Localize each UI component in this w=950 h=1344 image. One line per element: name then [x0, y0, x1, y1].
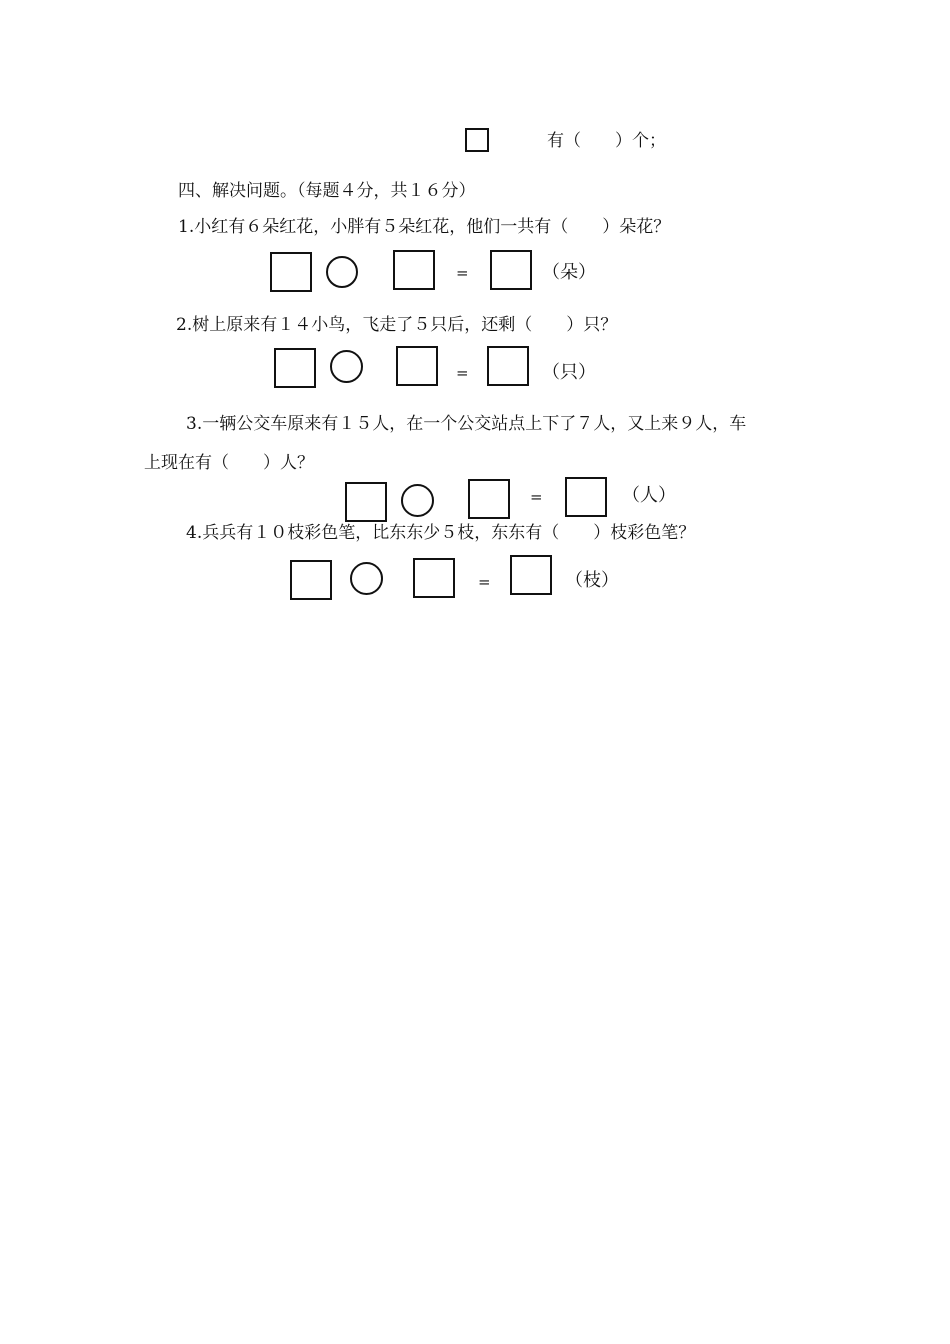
- problem-3-text-line-2: 上现在有（ ）人？: [144, 453, 314, 473]
- problem-3-text-line-1: 3.一辆公交车原来有１５人，在一个公交站点上下了７人，又上来９人，车: [186, 414, 747, 434]
- problem-1-equals-sign: =: [456, 264, 469, 282]
- problem-2-text: 2.树上原来有１４小鸟，飞走了５只后，还剩（ ）只？: [176, 315, 618, 335]
- top-line-text: 有（ ）个；: [547, 131, 666, 151]
- problem-1-operator-circle[interactable]: [326, 256, 358, 288]
- problem-1-result-box[interactable]: [490, 250, 532, 290]
- problem-2-unit: （只）: [542, 362, 596, 383]
- problem-2-result-box[interactable]: [487, 346, 529, 386]
- problem-3-result-box[interactable]: [565, 477, 607, 517]
- problem-4-text: 4.兵兵有１０枝彩色笔，比东东少５枝，东东有（ ）枝彩色笔？: [186, 523, 696, 543]
- problem-4-operator-circle[interactable]: [350, 562, 383, 595]
- answer-box-top[interactable]: [465, 128, 489, 152]
- problem-2-equals-sign: =: [456, 364, 469, 382]
- problem-2-operand-box-1[interactable]: [274, 348, 316, 388]
- problem-3-operand-box-2[interactable]: [468, 479, 510, 519]
- problem-3-operator-circle[interactable]: [401, 484, 434, 517]
- problem-4-equals-sign: =: [478, 573, 491, 591]
- problem-1-text: 1.小红有６朵红花，小胖有５朵红花，他们一共有（ ）朵花？: [178, 217, 671, 237]
- problem-3-unit: （人）: [622, 485, 676, 506]
- problem-2-operator-circle[interactable]: [330, 350, 363, 383]
- problem-1-operand-box-2[interactable]: [393, 250, 435, 290]
- problem-1-operand-box-1[interactable]: [270, 252, 312, 292]
- problem-4-operand-box-2[interactable]: [413, 558, 455, 598]
- problem-4-unit: （枝）: [565, 570, 619, 591]
- section-title: 四、解决问题。（每题４分，共１６分）: [178, 181, 476, 201]
- problem-1-unit: （朵）: [542, 262, 596, 283]
- problem-4-result-box[interactable]: [510, 555, 552, 595]
- problem-4-operand-box-1[interactable]: [290, 560, 332, 600]
- problem-3-equals-sign: =: [530, 488, 543, 506]
- problem-3-operand-box-1[interactable]: [345, 482, 387, 522]
- problem-2-operand-box-2[interactable]: [396, 346, 438, 386]
